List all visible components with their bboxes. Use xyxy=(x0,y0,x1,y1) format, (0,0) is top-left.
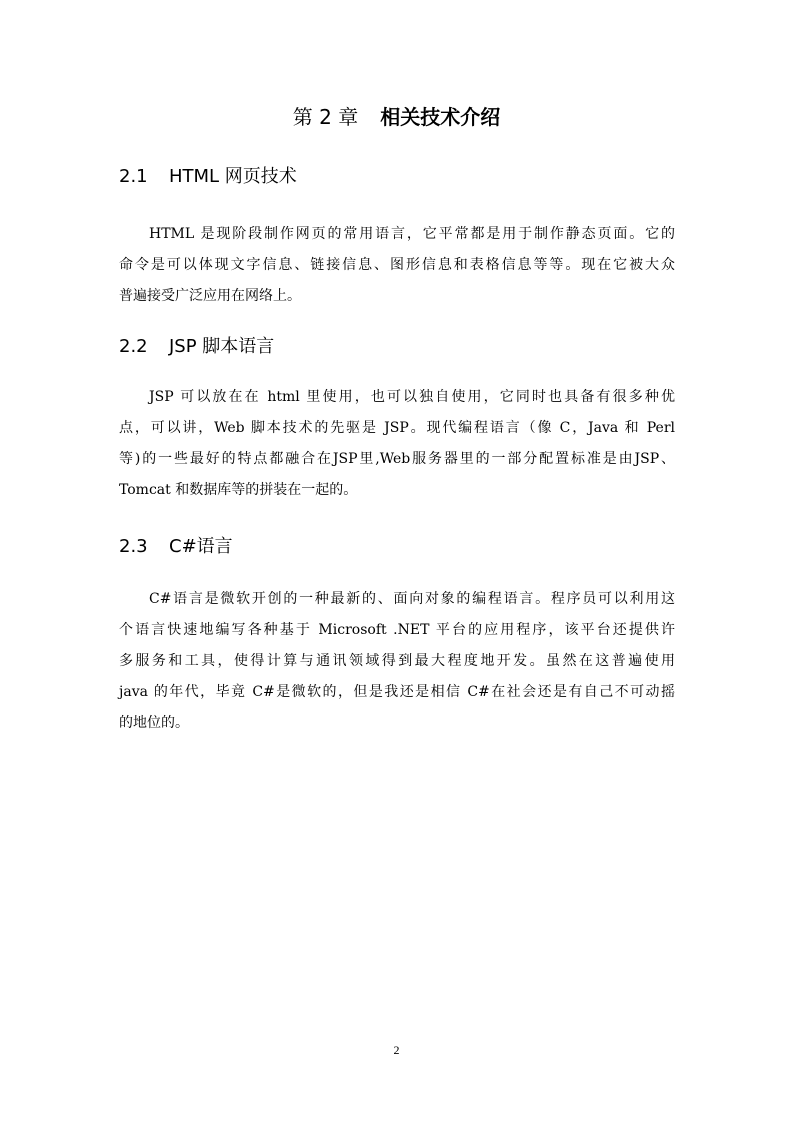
paragraph-line: 命令是可以体现文字信息、链接信息、图形信息和表格信息等等。现在它被大众 xyxy=(119,257,675,273)
paragraph-line: 多服务和工具，使得计算与通讯领域得到最大程度地开发。虽然在这普遍使用 xyxy=(119,653,675,669)
section-heading-2-2 xyxy=(119,335,274,359)
section-number: 2.2 xyxy=(119,336,148,357)
section-number: 2.1 xyxy=(119,166,148,187)
paragraph-line: 的地位的。 xyxy=(119,715,189,731)
paragraph-line: Tomcat 和数据库等的拼装在一起的。 xyxy=(119,482,358,498)
paragraph-line: 点，可以讲，Web 脚本技术的先驱是 JSP。现代编程语言（像 C，Java 和 Perl xyxy=(119,420,675,436)
paragraph-line: 普遍接受广泛应用在网络上。 xyxy=(119,288,301,304)
section-title: HTML 网页技术 xyxy=(169,166,297,187)
paragraph-line: java 的年代，毕竟 C#是微软的，但是我还是相信 C#在社会还是有自己不可动摇 xyxy=(119,684,675,700)
section-paragraph-2-3 xyxy=(119,584,675,739)
section-heading-2-1 xyxy=(119,165,297,189)
paragraph-line: JSP 可以放在在 html 里使用，也可以独自使用，它同时也具备有很多种优 xyxy=(149,389,675,405)
section-number: 2.3 xyxy=(119,536,148,557)
section-title: JSP 脚本语言 xyxy=(169,336,275,357)
chapter-title-text: 相关技术介绍 xyxy=(380,105,501,129)
section-heading-2-3 xyxy=(119,535,233,559)
section-paragraph-2-2 xyxy=(119,382,675,506)
section-title: C#语言 xyxy=(169,536,233,557)
section-paragraph-2-1 xyxy=(119,219,675,312)
paragraph-line: HTML 是现阶段制作网页的常用语言，它平常都是用于制作静态页面。它的 xyxy=(149,226,675,242)
chapter-number: 第 2 章 xyxy=(292,105,359,129)
paragraph-line: C#语言是微软开创的一种最新的、面向对象的编程语言。程序员可以利用这 xyxy=(149,591,675,607)
paragraph-line: 个语言快速地编写各种基于 Microsoft .NET 平台的应用程序，该平台还提供许 xyxy=(119,622,675,638)
page-number: 2 xyxy=(393,1043,400,1057)
paragraph-line: 等)的一些最好的特点都融合在JSP里,Web服务器里的一部分配置标准是由JSP、 xyxy=(119,451,675,467)
chapter-title xyxy=(0,104,793,130)
